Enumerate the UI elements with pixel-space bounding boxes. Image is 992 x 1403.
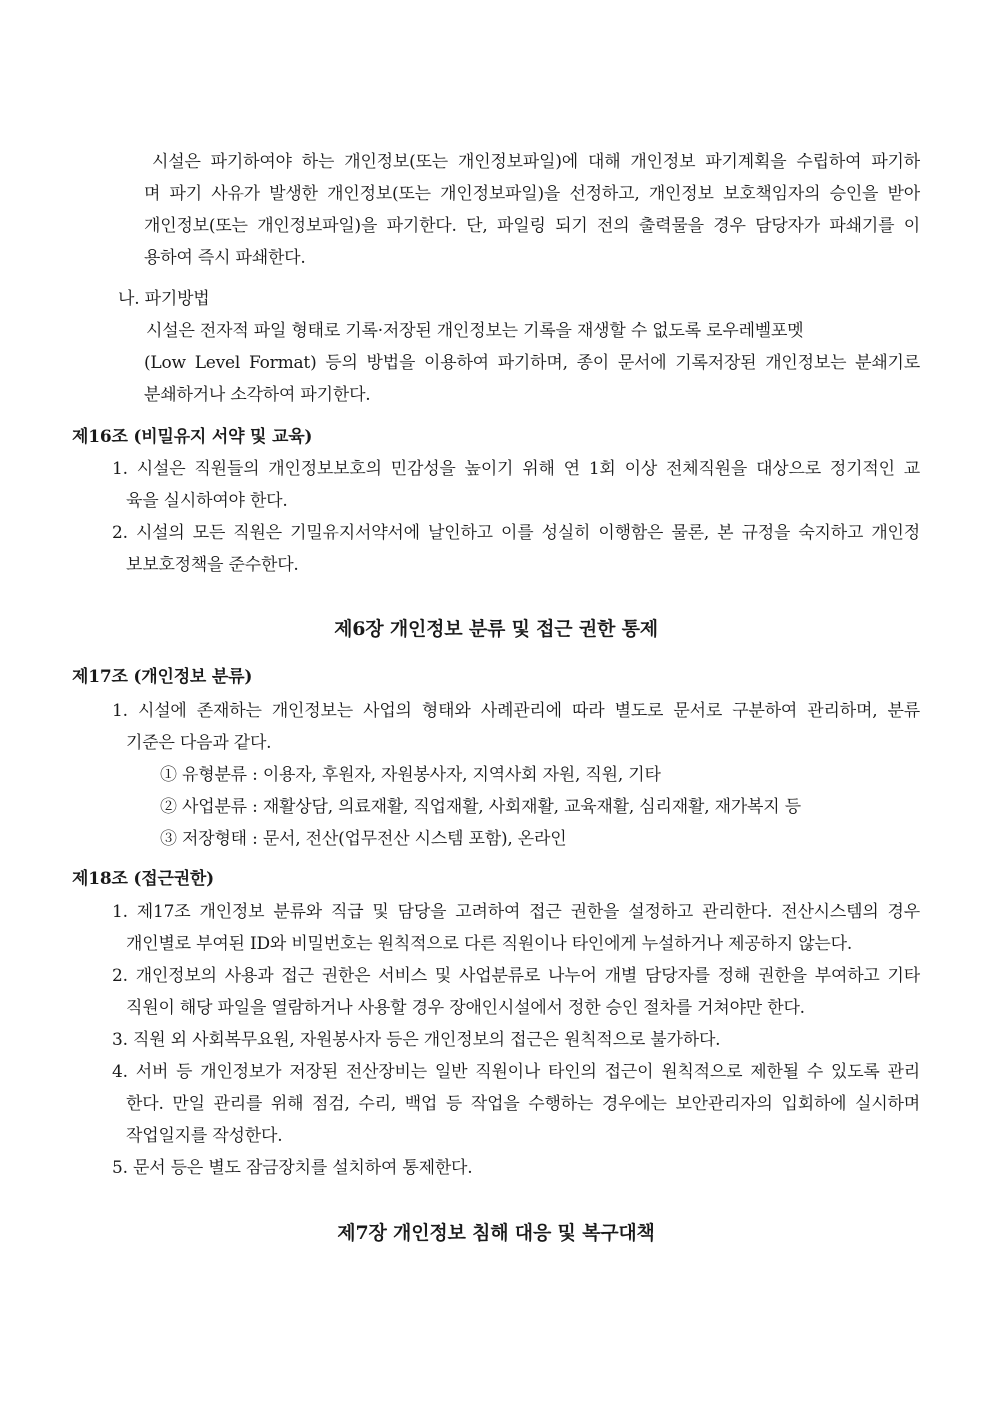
list-item-continuation: 개인별로 부여된 ID와 비밀번호는 원칙적으로 다른 직원이나 타인에게 누설하거나 제공하지 않는다.: [126, 934, 853, 954]
list-item-continuation: 직원이 해당 파일을 열람하거나 사용할 경우 장애인시설에서 정한 승인 절차를 거쳐야만 한다.: [126, 998, 805, 1018]
paragraph-line: 개인정보(또는 개인정보파일)을 파기한다. 단, 파일링 되기 전의 출력물을 경우 담당자가 파쇄기를 이: [144, 216, 920, 236]
paragraph-line: 시설은 파기하여야 하는 개인정보(또는 개인정보파일)에 대해 개인정보 파기계획을 수립하여 파기하: [152, 152, 920, 172]
paragraph-line: 시설은 전자적 파일 형태로 기록·저장된 개인정보는 기록을 재생할 수 없도록 로우레벨포멧: [146, 321, 804, 341]
list-item: 1. 제17조 개인정보 분류와 직급 및 담당을 고려하여 접근 권한을 설정하고 관리한다. 전산시스템의 경우: [112, 902, 920, 922]
list-item-continuation: 육을 실시하여야 한다.: [126, 491, 288, 511]
list-item: 3. 직원 외 사회복무요원, 자원봉사자 등은 개인정보의 접근은 원칙적으로 불가하다.: [112, 1030, 721, 1050]
list-item: 4. 서버 등 개인정보가 저장된 전산장비는 일반 직원이나 타인의 접근이 원칙적으로 제한될 수 있도록 관리: [112, 1062, 920, 1082]
subsection-heading: 나. 파기방법: [118, 289, 210, 309]
list-item-continuation: 보보호정책을 준수한다.: [126, 555, 299, 575]
chapter-title: 제6장 개인정보 분류 및 접근 권한 통제: [334, 618, 658, 640]
article-title: 제16조 (비밀유지 서약 및 교육): [72, 427, 313, 447]
paragraph-line: 용하여 즉시 파쇄한다.: [144, 248, 306, 268]
chapter-title: 제7장 개인정보 침해 대응 및 복구대책: [337, 1222, 655, 1244]
list-item: 2. 시설의 모든 직원은 기밀유지서약서에 날인하고 이를 성실히 이행함은 물론, 본 규정을 숙지하고 개인정: [112, 523, 920, 543]
list-item: 1. 시설에 존재하는 개인정보는 사업의 형태와 사례관리에 따라 별도로 문서로 구분하여 관리하며, 분류: [112, 701, 920, 721]
list-item-continuation: 기준은 다음과 같다.: [126, 733, 272, 753]
paragraph-line: 며 파기 사유가 발생한 개인정보(또는 개인정보파일)을 선정하고, 개인정보 보호책임자의 승인을 받아: [144, 184, 920, 204]
article-title: 제17조 (개인정보 분류): [72, 667, 253, 687]
sub-list-item: ③ 저장형태 : 문서, 전산(업무전산 시스템 포함), 온라인: [160, 829, 567, 849]
list-item-continuation: 한다. 만일 관리를 위해 점검, 수리, 백업 등 작업을 수행하는 경우에는 보안관리자의 입회하에 실시하며: [126, 1094, 920, 1114]
list-item: 1. 시설은 직원들의 개인정보보호의 민감성을 높이기 위해 연 1회 이상 전체직원을 대상으로 정기적인 교: [112, 459, 920, 479]
sub-list-item: ① 유형분류 : 이용자, 후원자, 자원봉사자, 지역사회 자원, 직원, 기타: [160, 765, 661, 785]
list-item-continuation: 작업일지를 작성한다.: [126, 1126, 283, 1146]
sub-list-item: ② 사업분류 : 재활상담, 의료재활, 직업재활, 사회재활, 교육재활, 심리재활, 재가복지 등: [160, 797, 801, 817]
paragraph-line: (Low Level Format) 등의 방법을 이용하여 파기하며, 종이 문서에 기록저장된 개인정보는 분쇄기로: [144, 353, 920, 373]
article-title: 제18조 (접근권한): [72, 869, 214, 889]
paragraph-line: 분쇄하거나 소각하여 파기한다.: [144, 385, 371, 405]
list-item: 5. 문서 등은 별도 잠금장치를 설치하여 통제한다.: [112, 1158, 473, 1178]
list-item: 2. 개인정보의 사용과 접근 권한은 서비스 및 사업분류로 나누어 개별 담당자를 정해 권한을 부여하고 기타: [112, 966, 920, 986]
